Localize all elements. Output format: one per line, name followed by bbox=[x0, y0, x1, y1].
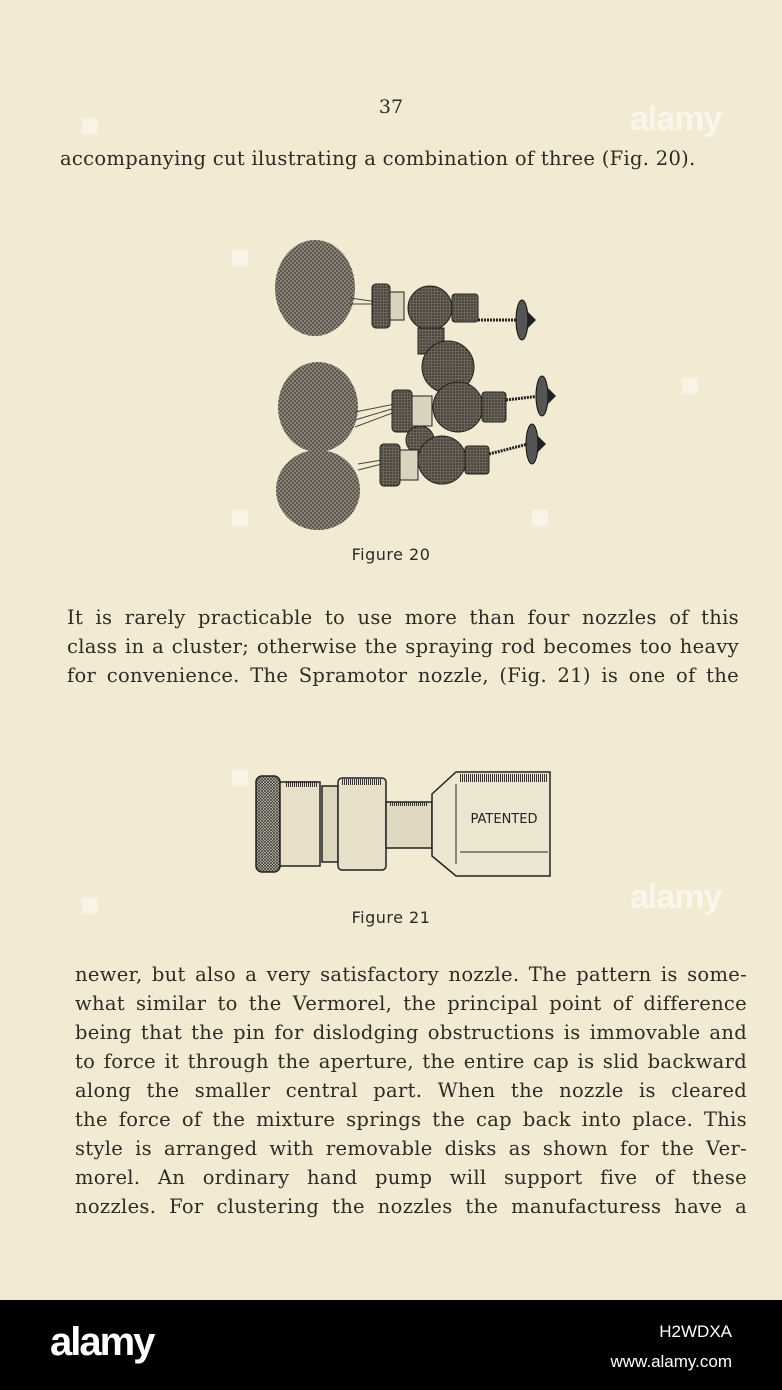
nozzle-top bbox=[372, 284, 536, 340]
paragraph-2-line: along the smaller central part. When the nozzle is cleared bbox=[75, 1079, 747, 1102]
paragraph-2-line: what similar to the Vermorel, the principal point of difference bbox=[75, 992, 747, 1015]
spray-cloud-middle bbox=[278, 362, 358, 452]
figure-21-caption: Figure 21 bbox=[351, 908, 431, 927]
figure-20-caption: Figure 20 bbox=[351, 545, 431, 564]
image-id: H2WDXA bbox=[659, 1322, 732, 1341]
watermark-square bbox=[682, 378, 698, 394]
paragraph-2-line: to force it through the aperture, the entire cap is slid backward bbox=[75, 1050, 747, 1073]
paragraph-2-line: morel. An ordinary hand pump will support five of these bbox=[75, 1166, 747, 1189]
watermark-square bbox=[82, 898, 98, 914]
top-text-line: accompanying cut ilustrating a combination of three (Fig. 20). bbox=[60, 147, 696, 170]
paragraph-1 bbox=[67, 603, 739, 690]
spray-cloud-top bbox=[275, 240, 355, 336]
watermark-square bbox=[532, 510, 548, 526]
stock-footer-bar bbox=[0, 1300, 782, 1390]
watermark-middle-right: alamy bbox=[630, 878, 722, 916]
page-number: 37 bbox=[378, 96, 404, 118]
watermark-square bbox=[232, 510, 248, 526]
watermark-square bbox=[232, 770, 248, 786]
paragraph-2-line: the force of the mixture springs the cap back into place. This bbox=[75, 1108, 747, 1131]
paragraph-2-line: being that the pin for dislodging obstructions is immovable and bbox=[75, 1021, 747, 1044]
paragraph-1-line: for convenience. The Spramotor nozzle, (Fig. 21) is one of the bbox=[67, 664, 739, 687]
paragraph-2 bbox=[75, 960, 747, 1221]
patented-stamp: PATENTED bbox=[470, 812, 538, 827]
alamy-logo: alamy bbox=[50, 1320, 154, 1364]
spray-cloud-bottom bbox=[276, 450, 360, 530]
paragraph-2-line: style is arranged with removable disks as shown for the Ver- bbox=[75, 1137, 747, 1160]
site-url: www.alamy.com bbox=[610, 1352, 732, 1371]
watermark-square bbox=[232, 250, 248, 266]
paragraph-1-line: class in a cluster; otherwise the spraying rod becomes too heavy bbox=[67, 635, 739, 658]
watermark-top-right: alamy bbox=[630, 100, 722, 138]
nozzle-bottom bbox=[380, 424, 546, 486]
watermark-square bbox=[82, 118, 98, 134]
nozzle-middle bbox=[392, 341, 556, 432]
figure-21-illustration bbox=[250, 764, 560, 886]
figure-20-illustration bbox=[270, 232, 570, 537]
knurled-cap bbox=[256, 776, 280, 872]
paragraph-1-line: It is rarely practicable to use more than four nozzles of this bbox=[67, 606, 739, 629]
paragraph-2-line: newer, but also a very satisfactory nozzle. The pattern is some- bbox=[75, 963, 747, 986]
paragraph-2-line: nozzles. For clustering the nozzles the manufacturess have a bbox=[75, 1195, 747, 1218]
